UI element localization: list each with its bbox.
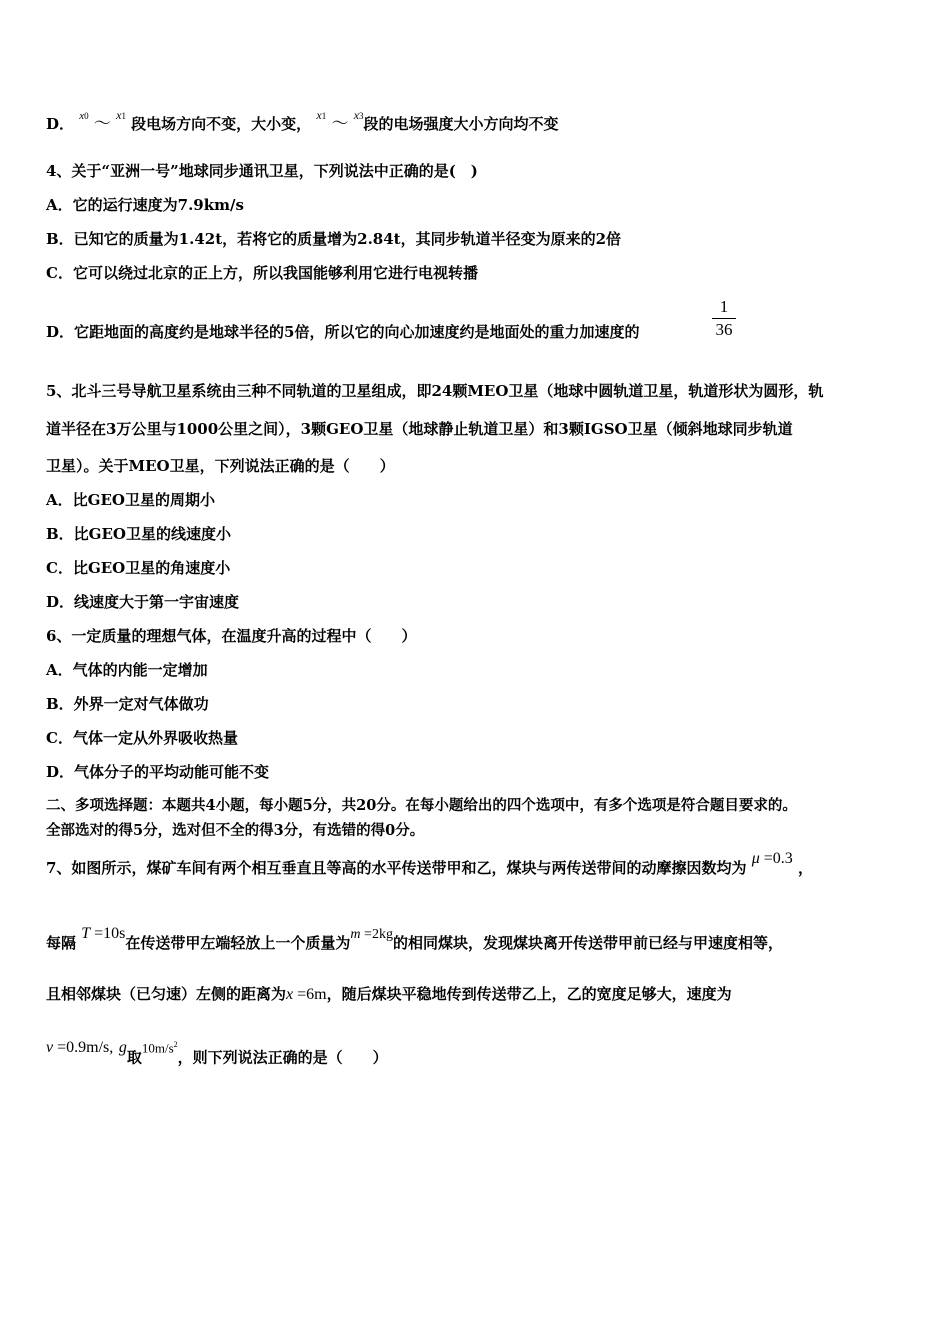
- q5-stem-line2: 道半径在3万公里与1000公里之间），3颗GEO卫星（地球静止轨道卫星）和3颗IGSO卫星（倾斜地球同步轨道: [46, 420, 793, 438]
- option-text: 段的电场强度大小方向均不变: [363, 115, 559, 133]
- q5-stem-line3: 卫星）。关于MEO卫星，下列说法正确的是（ ）: [46, 457, 395, 475]
- option-label: D．: [46, 115, 75, 133]
- q7-text: 在传送带甲左端轻放上一个质量为: [125, 934, 351, 952]
- fraction-denominator: 36: [715, 320, 733, 339]
- q7-line2: [46, 925, 783, 955]
- q7-text: 每隔: [46, 934, 77, 952]
- q6-option-d: D．气体分子的平均动能可能不变: [46, 763, 270, 781]
- q7-text: ，随后煤块平稳地传到传送带乙上，乙的宽度足够大，速度为: [326, 985, 732, 1003]
- q3-option-d: [46, 108, 559, 136]
- q4-stem: 4、关于“亚洲一号”地球同步通讯卫星，下列说法中正确的是( ): [46, 162, 478, 180]
- section2-heading-line2: 全部选对的得5分，选对但不全的得3分，有选错的得0分。: [46, 822, 425, 839]
- q6-option-a: A．气体的内能一定增加: [46, 661, 208, 679]
- math-mu: μ: [751, 850, 760, 867]
- math-T: T: [81, 925, 91, 942]
- q7-line3: [46, 984, 732, 1005]
- q6-option-b: B．外界一定对气体做功: [46, 695, 209, 713]
- math-g: g: [118, 1039, 127, 1057]
- q6-stem: 6、一定质量的理想气体，在温度升高的过程中（ ）: [46, 627, 417, 645]
- q7-text: 取: [126, 1048, 142, 1067]
- math-value: =2kg: [360, 927, 393, 942]
- fraction-one-over-36: [712, 297, 736, 340]
- math-value: =6m: [293, 986, 327, 1003]
- fraction-numerator: 1: [719, 297, 729, 316]
- q7-text: ，则下列说法正确的是（ ）: [177, 1048, 388, 1067]
- section2-heading-line1: 二、多项选择题：本题共4小题，每小题5分，共20分。在每小题给出的四个选项中，有多个选项是符合题目要求的。: [46, 797, 797, 814]
- q5-option-c: C．比GEO卫星的角速度小: [46, 559, 231, 577]
- math-sub: 0: [84, 111, 89, 121]
- q4-option-b: B．已知它的质量为1.42t，若将它的质量增为2.84t，其同步轨道半径变为原来的2倍: [46, 230, 622, 248]
- math-value: 10m/s: [141, 1040, 174, 1056]
- q5-stem-line1: 5、北斗三号导航卫星系统由三种不同轨道的卫星组成，即24颗MEO卫星（地球中圆轨道卫星，轨道形状为圆形，轨: [46, 382, 824, 400]
- math-value: =10s: [90, 925, 126, 942]
- q5-option-a: A．比GEO卫星的周期小: [46, 491, 215, 509]
- math-x1: x: [116, 108, 122, 122]
- q5-option-d: D．线速度大于第一宇宙速度: [46, 593, 240, 611]
- q6-option-c: C．气体一定从外界吸收热量: [46, 729, 238, 747]
- q4-option-a: A．它的运行速度为7.9km/s: [46, 196, 244, 214]
- q5-option-b: B．比GEO卫星的线速度小: [46, 525, 231, 543]
- math-m: m: [350, 927, 361, 942]
- math-x0: x: [79, 110, 85, 122]
- math-v: v: [46, 1039, 54, 1057]
- math-x1: x: [316, 108, 322, 122]
- math-x: x: [286, 986, 294, 1003]
- math-x3: x: [353, 108, 360, 122]
- q7-text: 的相同煤块，发现煤块离开传送带甲前已经与甲速度相等，: [392, 934, 783, 952]
- q7-line1: [46, 850, 813, 879]
- math-sub: 1: [321, 111, 327, 121]
- q7-text: ，: [797, 859, 813, 877]
- math-exponent: 2: [173, 1040, 178, 1049]
- option-text: 段电场方向不变，大小变，: [131, 115, 312, 133]
- fraction-bar: [712, 318, 736, 319]
- q7-line4: [46, 1039, 388, 1069]
- q4-option-c: C．它可以绕过北京的正上方，所以我国能够利用它进行电视转播: [46, 264, 478, 282]
- math-value: =0.9m/s,: [53, 1039, 114, 1057]
- tilde-symbol: ～: [331, 114, 349, 133]
- math-sub: 3: [359, 111, 364, 121]
- math-sub: 1: [121, 111, 126, 121]
- q7-text: 且相邻煤块（已匀速）左侧的距离为: [46, 985, 287, 1003]
- q7-text: 7、如图所示，煤矿车间有两个相互垂直且等高的水平传送带甲和乙，煤块与两传送带间的动摩擦因数均为: [46, 859, 747, 877]
- tilde-symbol: ～: [93, 114, 111, 133]
- q4-option-d: D．它距地面的高度约是地球半径的5倍，所以它的向心加速度约是地面处的重力加速度的: [46, 323, 640, 341]
- math-value: =0.3: [759, 850, 793, 867]
